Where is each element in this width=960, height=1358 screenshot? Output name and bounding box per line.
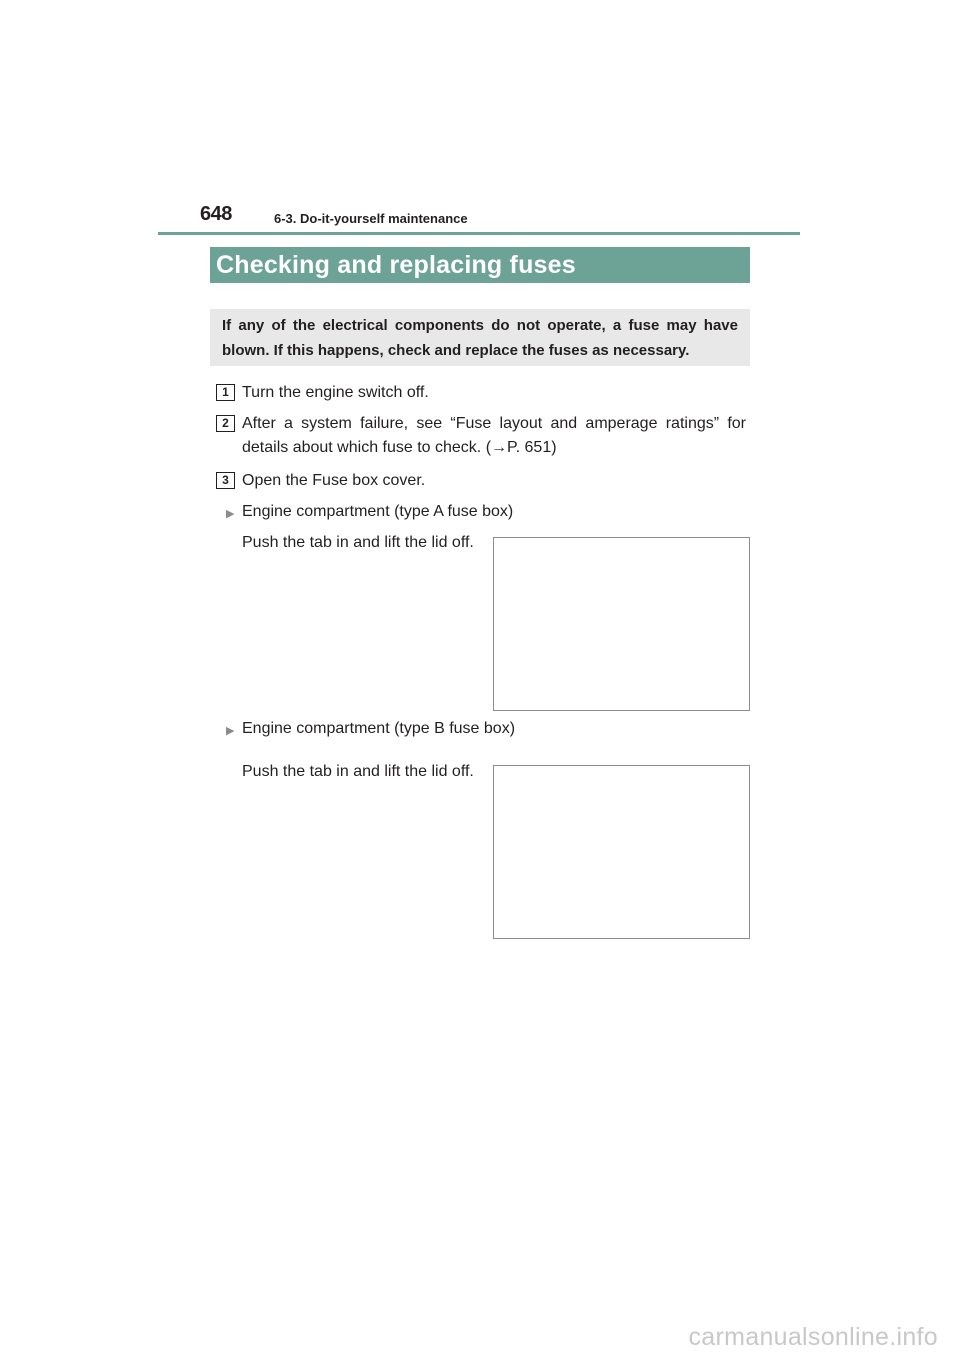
step-2-line-1: After a system failure, see “Fuse layout and amperage ratings” for: [242, 415, 746, 432]
step-1-text: Turn the engine switch off.: [242, 384, 429, 401]
step-number-3: 3: [216, 472, 235, 489]
step-number-1: 1: [216, 384, 235, 401]
header-rule: [158, 232, 800, 235]
page-title: Checking and replacing fuses: [210, 247, 750, 283]
item-a-heading: Engine compartment (type A fuse box): [242, 503, 514, 520]
section-label: 6-3. Do-it-yourself maintenance: [274, 211, 468, 226]
item-b-heading: Engine compartment (type B fuse box): [242, 720, 516, 737]
page-number: 648: [200, 203, 232, 225]
step-3-text: Open the Fuse box cover.: [242, 472, 426, 489]
figure-fuse-box-b: [493, 765, 750, 939]
watermark: carmanualsonline.info: [688, 1323, 938, 1351]
triangle-bullet-icon: ▶: [226, 725, 235, 737]
step-number-2: 2: [216, 415, 235, 432]
item-a-instruction: Push the tab in and lift the lid off.: [242, 534, 474, 551]
step-2-line-2: details about which fuse to check. (→P. 651): [242, 439, 557, 456]
triangle-bullet-icon: ▶: [226, 508, 235, 520]
intro-line-1: If any of the electrical components do not operate, a fuse may have: [222, 317, 738, 334]
step-2-text: [242, 412, 746, 460]
intro-line-2: blown. If this happens, check and replace the fuses as necessary.: [222, 342, 690, 359]
figure-fuse-box-a: [493, 537, 750, 711]
item-b-instruction: Push the tab in and lift the lid off.: [242, 763, 474, 780]
intro-box: [210, 309, 750, 366]
